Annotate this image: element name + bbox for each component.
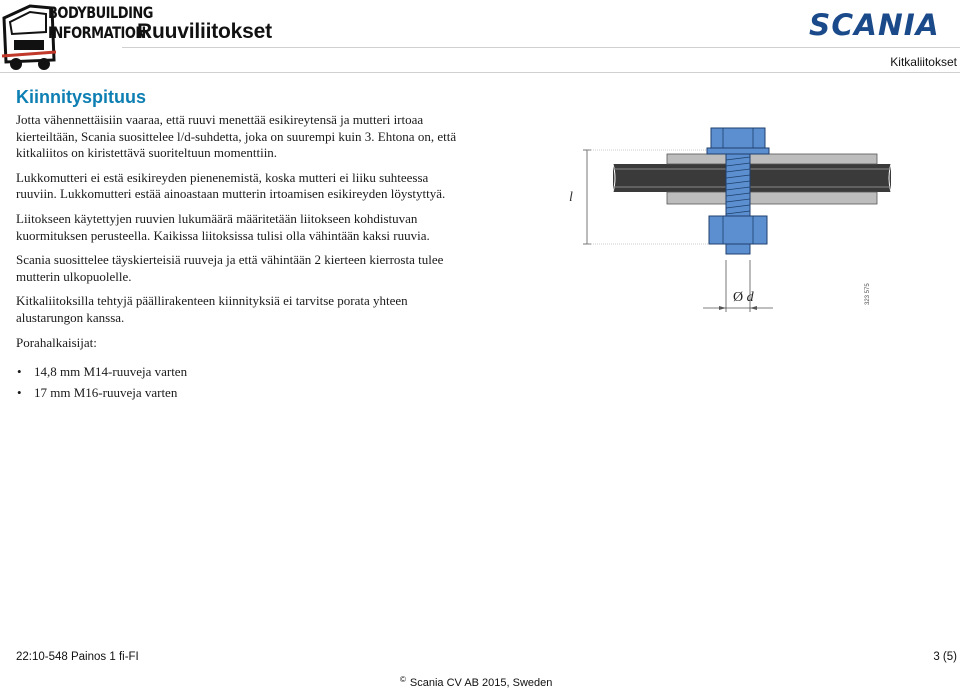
badge-line-1: BODYBUILDING <box>48 4 153 23</box>
scania-logo <box>809 8 957 42</box>
body-text <box>16 112 464 405</box>
list-item: • 14,8 mm M14-ruuveja varten <box>16 364 464 381</box>
list-item: • 17 mm M16-ruuveja varten <box>16 385 464 402</box>
paragraph: Lukkomutteri ei estä esikireyden pienenemistä, koska mutteri ei liiku suhteessa ruuviin. Lukkomutteri estää ainoastaan mutterin irtoamisen esikireyden löystyttyä. <box>16 169 446 202</box>
paragraph: Jotta vähennettäisiin vaaraa, että ruuvi menettää esikireytensä ja mutteri irtoaa kierteiltään, Scania suosittelee l/d-suhdetta, joka on suurempi kuin 3. Ehtona on, että kitkaliitos on kiristettävä suoriteltuun momenttiin. <box>16 112 457 161</box>
bolt-joint-figure <box>569 120 895 320</box>
length-label: l <box>569 190 573 205</box>
document-title: Ruuviliitokset <box>137 20 272 43</box>
section-heading: Kiinnityspituus <box>16 87 146 107</box>
brand-wordmark: SCANIA <box>809 8 940 42</box>
diameter-variable: d <box>746 290 754 305</box>
copyright-icon: © <box>400 675 406 684</box>
drill-label: Porahalkaisijat: <box>16 334 97 350</box>
header-divider-lower <box>0 72 960 73</box>
section-tag: Kitkaliitokset <box>890 55 957 69</box>
page-number: 3 (5) <box>933 651 957 663</box>
copyright-text: Scania CV AB 2015, Sweden <box>409 677 553 689</box>
paragraph: Scania suosittelee täyskierteisiä ruuveja ja että vähintään 2 kierteen kierrosta tulee mutterin ulkopuolelle. <box>16 252 444 284</box>
diameter-symbol: Ø <box>733 290 744 305</box>
paragraph: Kitkaliitoksilla tehtyjä päällirakenteen kiinnityksiä ei tarvitse porata yhteen alustarungon kanssa. <box>16 293 408 325</box>
figure-number: 323 575 <box>865 283 871 305</box>
diameter-label <box>733 290 754 306</box>
copyright <box>400 675 552 689</box>
paragraph: Liitokseen käytettyjen ruuvien lukumäärä määritetään liitokseen kohdistuvan kuormituksen perusteella. Kaikissa liitoksissa tulisi olla vähintään kaksi ruuvia. <box>16 210 430 243</box>
drill-list <box>16 364 464 401</box>
document-id: 22:10-548 Painos 1 fi-FI <box>16 651 139 663</box>
header-divider <box>122 47 960 48</box>
badge-line-2: INFORMATION <box>48 24 146 43</box>
bodybuilding-logo <box>0 0 153 74</box>
